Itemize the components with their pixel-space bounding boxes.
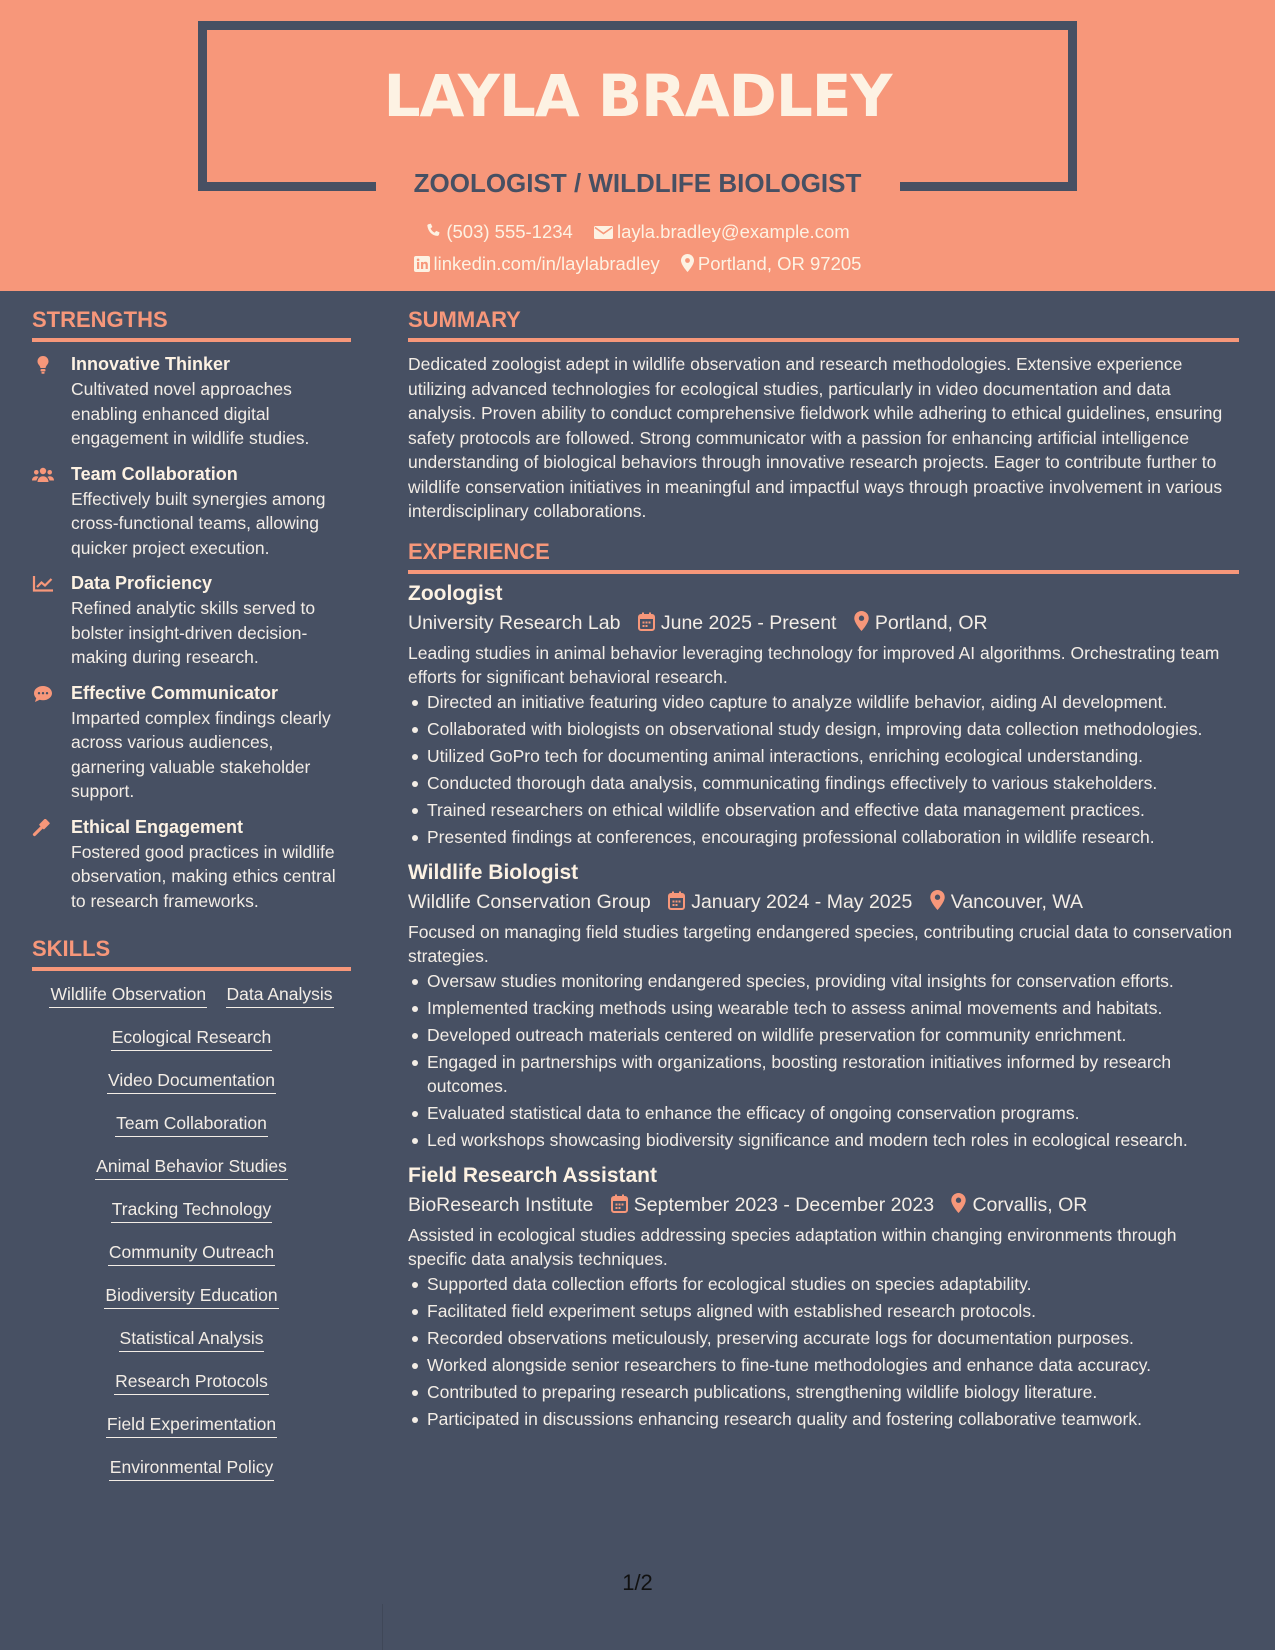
- organization: University Research Lab: [408, 611, 621, 634]
- users-icon: [32, 466, 54, 484]
- experience-entry: [408, 1162, 1239, 1431]
- strength-item: [32, 462, 351, 561]
- achievement-item: Collaborated with biologists on observational study design, improving data collection methodologies.: [408, 717, 1239, 741]
- skill-tag: Environmental Policy: [109, 1456, 274, 1481]
- page-number: 1/2: [622, 1570, 653, 1595]
- strength-description: Cultivated novel approaches enabling enhanced digital engagement in wildlife studies.: [71, 379, 310, 448]
- achievement-item: Recorded observations meticulously, preserving accurate logs for documentation purposes.: [408, 1326, 1239, 1350]
- skill-tag: Ecological Research: [111, 1026, 273, 1051]
- achievement-item: Engaged in partnerships with organizations, boosting restoration initiatives informed by research outcomes.: [408, 1050, 1239, 1098]
- achievement-item: Directed an initiative featuring video capture to analyze wildlife behavior, aiding AI development.: [408, 690, 1239, 714]
- column-divider: [382, 1604, 383, 1650]
- position-meta: [408, 887, 1239, 917]
- phone-contact: [425, 221, 578, 242]
- map-pin-icon: [930, 890, 945, 910]
- position-title: Field Research Assistant: [408, 1163, 657, 1187]
- job-location: Corvallis, OR: [972, 1193, 1088, 1216]
- location-contact: [681, 253, 862, 274]
- achievement-list: [408, 969, 1239, 1152]
- achievement-item: Utilized GoPro tech for documenting animal interactions, enriching ecological understanding.: [408, 744, 1239, 768]
- linkedin-icon: [414, 256, 430, 272]
- linkedin-text: linkedin.com/in/laylabradley: [433, 253, 660, 274]
- achievement-list: [408, 690, 1239, 849]
- achievement-item: Oversaw studies monitoring endangered species, providing vital insights for conservation efforts.: [408, 969, 1239, 993]
- position-description: Leading studies in animal behavior leveraging technology for improved AI algorithms. Orchestrating team efforts for significant behavioral research.: [408, 642, 1220, 687]
- achievement-item: Participated in discussions enhancing research quality and fostering collaborative teamwork.: [408, 1407, 1239, 1431]
- skill-tag: Team Collaboration: [115, 1112, 268, 1137]
- summary-text: Dedicated zoologist adept in wildlife observation and research methodologies. Extensive experience utilizing advanced technologies for ecological studies, particularly in video documentation and data analysis. Proven ability to conduct comprehensive fieldwork while adhering to ethical guidelines, ensuring safety protocols are followed. Strong communicator with a passion for enhancing artificial intelligence understanding of biological behaviors through innovative research projects. Eager to contribute further to wildlife conservation initiatives in meaningful and impactful ways through proactive involvement in various interdisciplinary collaborations.: [408, 354, 1223, 521]
- strength-description: Imparted complex findings clearly across various audiences, garnering valuable stakeholder support.: [71, 707, 331, 801]
- gavel-icon: [32, 819, 54, 837]
- resume-header: [0, 0, 1275, 291]
- skill-tag: Wildlife Observation: [49, 983, 207, 1008]
- achievement-item: Supported data collection efforts for ecological studies on species adaptability.: [408, 1272, 1239, 1296]
- envelope-icon: [594, 225, 613, 240]
- calendar-icon: [638, 612, 655, 631]
- strength-title: Effective Communicator: [71, 682, 279, 703]
- achievement-item: Conducted thorough data analysis, communicating findings effectively to various stakeholders.: [408, 771, 1239, 795]
- strength-description: Refined analytic skills served to bolster insight-driven decision-making during research.: [71, 598, 316, 667]
- map-pin-icon: [854, 611, 869, 631]
- experience-entry: [408, 859, 1239, 1152]
- skill-tag: Video Documentation: [107, 1069, 276, 1094]
- map-pin-icon: [951, 1193, 966, 1213]
- organization: BioResearch Institute: [408, 1193, 594, 1216]
- candidate-name: LAYLA BRADLEY: [383, 62, 892, 130]
- strength-item: [32, 571, 351, 670]
- skill-tag: Field Experimentation: [106, 1413, 277, 1438]
- position-meta: [408, 608, 1239, 638]
- position-title: Zoologist: [408, 581, 503, 605]
- skills-list: [32, 983, 351, 1499]
- strength-title: Ethical Engagement: [71, 816, 244, 837]
- skill-tag: Statistical Analysis: [119, 1327, 265, 1352]
- job-location: Portland, OR: [874, 611, 988, 634]
- linkedin-contact[interactable]: [414, 253, 665, 274]
- position-description: Focused on managing field studies targeting endangered species, contributing crucial data to conservation strategies.: [408, 921, 1232, 966]
- strength-title: Innovative Thinker: [71, 354, 231, 374]
- organization: Wildlife Conservation Group: [408, 890, 651, 913]
- skill-tag: Community Outreach: [108, 1241, 275, 1266]
- strength-title: Team Collaboration: [71, 463, 238, 484]
- job-title: ZOOLOGIST / WILDLIFE BIOLOGIST: [413, 168, 862, 198]
- summary-heading: SUMMARY: [408, 307, 1239, 342]
- strength-description: Fostered good practices in wildlife observation, making ethics central to research frameworks.: [71, 841, 336, 911]
- calendar-icon: [668, 891, 685, 910]
- strengths-heading: STRENGTHS: [32, 307, 351, 342]
- experience-entry: [408, 580, 1239, 849]
- skill-tag: Tracking Technology: [111, 1198, 273, 1223]
- position-title: Wildlife Biologist: [408, 860, 579, 884]
- lightbulb-icon: [32, 356, 54, 374]
- right-column: [408, 307, 1239, 1441]
- skill-tag: Biodiversity Education: [104, 1284, 278, 1309]
- achievement-list: [408, 1272, 1239, 1431]
- email-contact[interactable]: [594, 221, 850, 242]
- calendar-icon: [611, 1194, 628, 1213]
- achievement-item: Presented findings at conferences, encouraging professional collaboration in wildlife research.: [408, 825, 1239, 849]
- contact-row-1: [0, 221, 1275, 243]
- chart-line-icon: [32, 575, 54, 593]
- location-text: Portland, OR 97205: [697, 253, 862, 274]
- strength-description: Effectively built synergies among cross-functional teams, allowing quicker project execution.: [71, 488, 326, 558]
- date-range: June 2025 - Present: [660, 611, 837, 634]
- achievement-item: Trained researchers on ethical wildlife observation and effective data management practices.: [408, 798, 1239, 822]
- achievement-item: Evaluated statistical data to enhance the efficacy of ongoing conservation programs.: [408, 1101, 1239, 1125]
- left-column: [32, 307, 351, 1499]
- email-text: layla.bradley@example.com: [616, 221, 850, 242]
- chat-icon: [32, 685, 54, 703]
- contact-row-2: [0, 253, 1275, 275]
- achievement-item: Developed outreach materials centered on wildlife preservation for community enrichment.: [408, 1023, 1239, 1047]
- achievement-item: Worked alongside senior researchers to fine-tune methodologies and enhance data accuracy.: [408, 1353, 1239, 1377]
- skill-tag: Research Protocols: [114, 1370, 269, 1395]
- strength-item: [32, 815, 351, 914]
- skill-tag: Animal Behavior Studies: [95, 1155, 288, 1180]
- job-location: Vancouver, WA: [950, 890, 1083, 913]
- strength-item: [32, 681, 351, 804]
- achievement-item: Facilitated field experiment setups aligned with established research protocols.: [408, 1299, 1239, 1323]
- position-description: Assisted in ecological studies addressing species adaptation within changing environments through specific data analysis techniques.: [408, 1224, 1177, 1269]
- achievement-item: Led workshops showcasing biodiversity significance and modern tech roles in ecological research.: [408, 1128, 1239, 1152]
- position-meta: [408, 1190, 1239, 1220]
- date-range: September 2023 - December 2023: [633, 1193, 935, 1216]
- date-range: January 2024 - May 2025: [691, 890, 913, 913]
- phone-text: (503) 555-1234: [446, 221, 573, 242]
- strength-title: Data Proficiency: [71, 573, 213, 593]
- experience-heading: EXPERIENCE: [408, 539, 1239, 574]
- skills-heading: SKILLS: [32, 936, 351, 971]
- skill-tag: Data Analysis: [226, 983, 334, 1008]
- phone-icon: [425, 223, 442, 240]
- achievement-item: Contributed to preparing research publications, strengthening wildlife biology literature.: [408, 1380, 1239, 1404]
- strength-item: [32, 352, 351, 451]
- map-pin-icon: [681, 254, 694, 272]
- achievement-item: Implemented tracking methods using wearable tech to assess animal movements and habitats.: [408, 996, 1239, 1020]
